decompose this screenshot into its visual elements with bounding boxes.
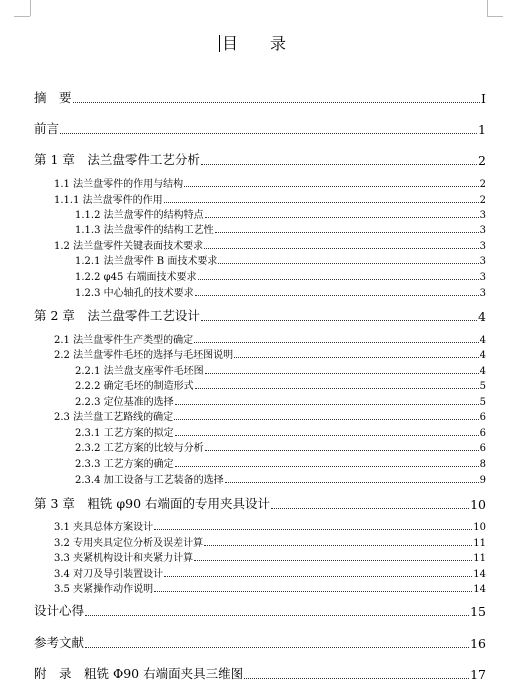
toc-entry[interactable]	[75, 439, 486, 454]
toc-entry-text: 附 录 粗铣 Φ90 右端面夹具三维图	[34, 666, 244, 681]
toc-page-number: 11	[473, 553, 486, 564]
toc-page-number: 17	[470, 667, 486, 682]
toc-leader	[201, 320, 477, 321]
toc-entry-text: 3.3 夹紧机构设计和夹紧力计算	[54, 553, 194, 564]
toc-entry[interactable]	[34, 150, 486, 168]
toc-page-number: 1	[478, 122, 486, 137]
toc-entry-text: 2.2.3 定位基准的选择	[75, 397, 174, 408]
title-text: 目 录	[221, 34, 294, 53]
toc-page-number: 11	[473, 538, 486, 549]
toc-entry-text: 1.1 法兰盘零件的作用与结构	[54, 179, 184, 190]
toc-entry[interactable]	[75, 393, 486, 408]
toc-leader	[175, 404, 479, 405]
toc-entry[interactable]	[34, 601, 486, 619]
toc-entry[interactable]	[54, 408, 486, 423]
toc-entry[interactable]	[75, 471, 486, 486]
toc-entry-text: 2.3.3 工艺方案的确定	[75, 459, 174, 470]
toc-entry[interactable]	[75, 377, 486, 392]
toc-entry-text: 第 3 章 粗铣 φ90 右端面的专用夹具设计	[34, 496, 271, 511]
toc-entry[interactable]	[54, 565, 486, 580]
toc-page-number: I	[481, 91, 486, 106]
toc-leader	[215, 232, 479, 233]
toc-page-number: 3	[479, 225, 486, 236]
toc-leader	[205, 373, 479, 374]
toc-entry-text: 第 2 章 法兰盘零件工艺设计	[34, 308, 200, 323]
toc-entry-text: 2.3 法兰盘工艺路线的确定	[54, 412, 174, 423]
toc-entry-text: 2.3.1 工艺方案的拟定	[75, 428, 174, 439]
toc-entry[interactable]	[54, 518, 486, 533]
toc-page-number: 6	[479, 443, 486, 454]
toc-entry-text: 3.1 夹具总体方案设计	[54, 522, 154, 533]
toc-leader	[194, 342, 479, 343]
toc-entry-text: 3.5 夹紧操作动作说明	[54, 584, 154, 595]
toc-entry[interactable]	[54, 237, 486, 252]
toc-entry[interactable]	[75, 362, 486, 377]
toc-page-number: 5	[479, 397, 486, 408]
toc-entry-text: 2.3.2 工艺方案的比较与分析	[75, 443, 204, 454]
toc-entry-text: 参考文献	[34, 635, 85, 650]
toc-entry[interactable]	[75, 268, 486, 283]
toc-entry-text: 1.2.1 法兰盘零件 B 面技术要求	[75, 256, 218, 267]
toc-entry[interactable]	[54, 549, 486, 564]
toc-leader	[175, 435, 479, 436]
toc-page-number: 2	[479, 179, 486, 190]
toc-entry[interactable]	[75, 424, 486, 439]
toc-entry[interactable]	[54, 175, 486, 190]
toc-leader	[218, 263, 478, 264]
toc-leader	[60, 133, 477, 134]
toc-entry-text: 前言	[34, 121, 60, 136]
toc-page-number: 14	[473, 584, 486, 595]
toc-leader	[205, 450, 479, 451]
toc-leader	[85, 615, 469, 616]
toc-entry[interactable]	[54, 580, 486, 595]
toc-entry[interactable]	[34, 88, 486, 106]
toc-page-number: 2	[479, 195, 486, 206]
toc-entry[interactable]	[75, 252, 486, 267]
toc-entry-text: 2.2.1 法兰盘支座零件毛坯图	[75, 366, 204, 377]
toc-entry[interactable]	[75, 206, 486, 221]
toc-page-number: 3	[479, 272, 486, 283]
toc-leader	[195, 388, 479, 389]
toc-entry[interactable]	[54, 346, 486, 361]
toc-leader	[154, 529, 472, 530]
toc-page-number: 3	[479, 288, 486, 299]
toc-leader	[234, 357, 479, 358]
toc-leader	[198, 279, 479, 280]
toc-entry[interactable]	[75, 455, 486, 470]
toc-entry-text: 1.1.3 法兰盘零件的结构工艺性	[75, 225, 214, 236]
toc-entry[interactable]	[75, 221, 486, 236]
toc-entry-text: 2.3.4 加工设备与工艺装备的选择	[75, 475, 224, 486]
toc-page-number: 9	[479, 475, 486, 486]
toc-page-number: 3	[479, 256, 486, 267]
toc-entry-text: 摘 要	[34, 90, 72, 105]
toc-entry-text: 2.1 法兰盘零件生产类型的确定	[54, 335, 194, 346]
toc-leader	[194, 560, 472, 561]
toc-page-number: 8	[479, 459, 486, 470]
toc-entry-text: 3.4 对刀及导引装置设计	[54, 569, 164, 580]
toc-entry[interactable]	[34, 664, 486, 682]
toc-entry[interactable]	[34, 306, 486, 324]
toc-entry-text: 1.2.2 φ45 右端面技术要求	[75, 272, 197, 283]
toc-page-number: 16	[470, 636, 486, 651]
toc-entry-text: 设计心得	[34, 603, 85, 618]
toc-entry-text: 1.1.2 法兰盘零件的结构特点	[75, 210, 204, 221]
toc-page-number: 2	[478, 153, 486, 168]
toc-leader	[225, 482, 479, 483]
toc-page-number: 3	[479, 241, 486, 252]
toc-entry[interactable]	[75, 284, 486, 299]
toc-page-number: 14	[473, 569, 486, 580]
toc-entry[interactable]	[54, 191, 486, 206]
toc-entry-text: 2.2 法兰盘零件毛坯的选择与毛坯图说明	[54, 350, 234, 361]
toc-leader	[174, 419, 479, 420]
toc-entry[interactable]	[54, 331, 486, 346]
toc-leader	[271, 508, 469, 509]
toc-leader	[154, 591, 472, 592]
toc-entry[interactable]	[34, 633, 486, 651]
toc-entry-text: 1.1.1 法兰盘零件的作用	[54, 195, 163, 206]
toc-page-number: 4	[479, 366, 486, 377]
toc-leader	[204, 545, 472, 546]
toc-page-number: 10	[470, 497, 486, 512]
toc-page-number: 6	[479, 428, 486, 439]
toc-entry-text: 1.2.3 中心轴孔的技术要求	[75, 288, 194, 299]
toc-leader	[204, 248, 479, 249]
toc-leader	[184, 186, 479, 187]
toc-leader	[244, 678, 469, 679]
toc-entry[interactable]	[34, 119, 486, 137]
toc-page-number: 4	[479, 350, 486, 361]
toc-leader	[201, 164, 477, 165]
toc-page-number: 3	[479, 210, 486, 221]
toc-entry[interactable]	[54, 534, 486, 549]
toc-leader	[175, 466, 479, 467]
toc-page-number: 4	[479, 335, 486, 346]
toc-leader	[73, 102, 481, 103]
toc-page-number: 4	[478, 309, 486, 324]
toc-page-number: 5	[479, 381, 486, 392]
toc-page-number: 15	[470, 604, 486, 619]
toc-entry-text: 2.2.2 确定毛坯的制造形式	[75, 381, 194, 392]
toc-leader	[195, 295, 479, 296]
toc-leader	[164, 202, 479, 203]
toc-entry[interactable]	[34, 494, 486, 512]
toc-leader	[205, 217, 479, 218]
toc-leader	[85, 647, 469, 648]
toc-page-number: 10	[473, 522, 486, 533]
toc-leader	[164, 576, 472, 577]
toc-entry-text: 第 1 章 法兰盘零件工艺分析	[34, 152, 200, 167]
toc-entry-text: 1.2 法兰盘零件关键表面技术要求	[54, 241, 204, 252]
toc-entry-text: 3.2 专用夹具定位分析及误差计算	[54, 538, 204, 549]
toc-page-number: 6	[479, 412, 486, 423]
